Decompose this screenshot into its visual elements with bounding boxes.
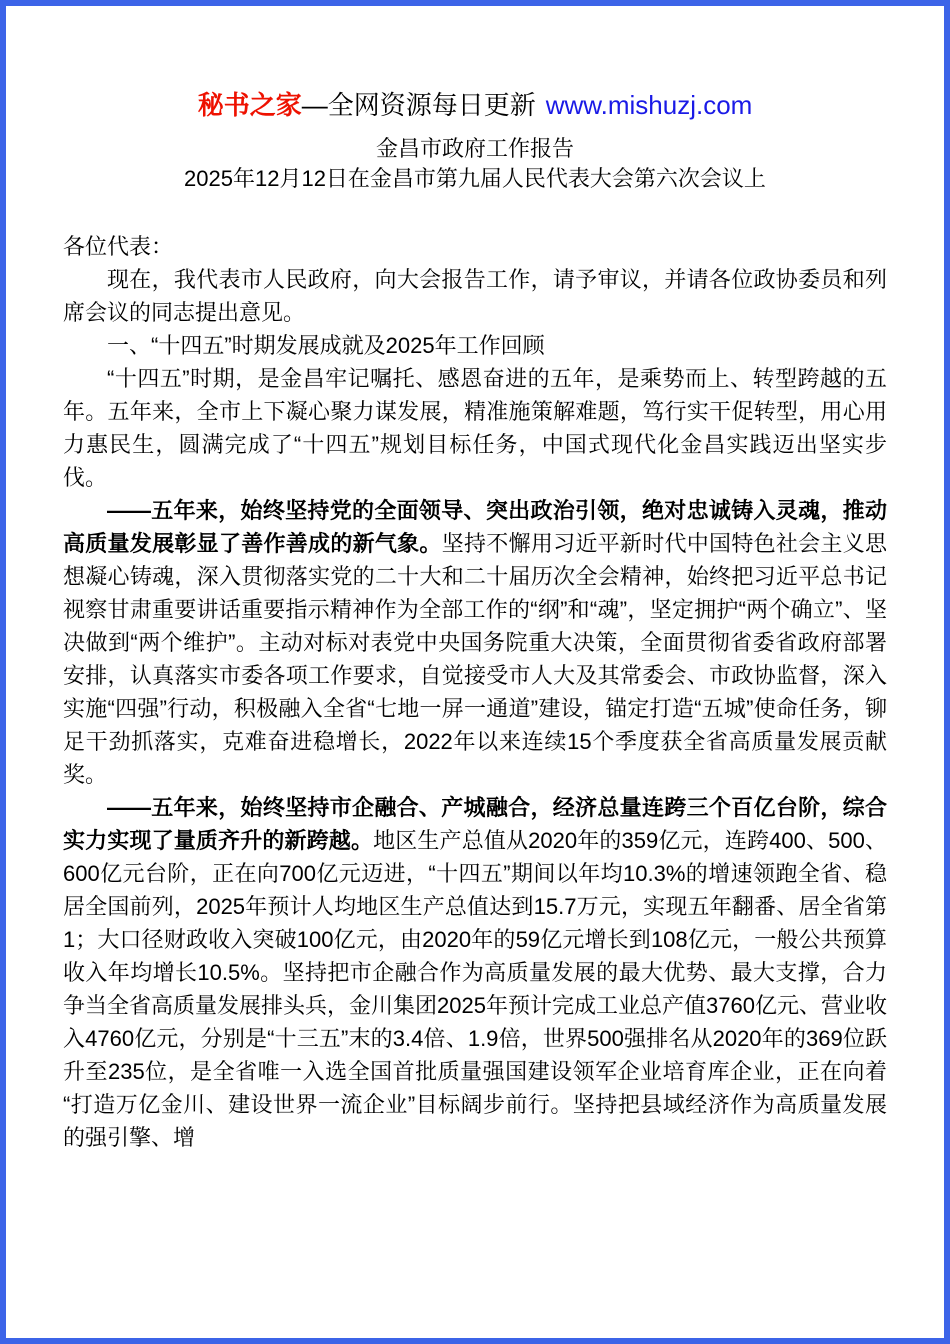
- paragraph-text: “十四五”时期，是金昌牢记嘱托、感恩奋进的五年，是乘势而上、转型跨越的五年。五年来，全市上下凝心聚力谋发展，精准施策解难题，笃行实干促转型，用心用力惠民生，圆满完成了“十四五”规划目标任务，中国式现代化金昌实践迈出坚实步伐。: [63, 366, 887, 490]
- paragraph: [63, 263, 887, 329]
- paragraph-text: 现在，我代表市人民政府，向大会报告工作，请予审议，并请各位政协委员和列席会议的同志提出意见。: [63, 267, 887, 325]
- paragraph-text: 地区生产总值从2020年的359亿元，连跨400、500、600亿元台阶，正在向700亿元迈进，“十四五”期间以年均10.3%的增速领跑全省、稳居全国前列，2025年预计人均地区生产总值达到15.7万元，实现五年翻番、居全省第1；大口径财政收入突破100亿元，由2020年的59亿元增长到108亿元，一般公共预算收入年均增长10.5%。坚持把市企融合作为高质量发展的最大优势、最大支撑，合力争当全省高质量发展排头兵，金川集团2025年预计完成工业总产值3760亿元、营业收入4760亿元，分别是“十三五”末的3.4倍、1.9倍，世界500强排名从2020年的369位跃升至235位，是全省唯一入选全国首批质量强国建设领军企业培育库企业，正在向着“打造万亿金川、建设世界一流企业”目标阔步前行。坚持把县域经济作为高质量发展的强引擎、增: [63, 828, 887, 1150]
- paragraph-text: 坚持不懈用习近平新时代中国特色社会主义思想凝心铸魂，深入贯彻落实党的二十大和二十届历次全会精神，始终把习近平总书记视察甘肃重要讲话重要指示精神作为全部工作的“纲”和“魂”，坚定拥护“两个确立”、坚决做到“两个维护”。主动对标对表党中央国务院重大决策，全面贯彻省委省政府部署安排，认真落实市委各项工作要求，自觉接受市人大及其常委会、市政协监督，深入实施“四强”行动，积极融入全省“七地一屏一通道”建设，锚定打造“五城”使命任务，铆足干劲抓落实，克难奋进稳增长，2022年以来连续15个季度获全省高质量发展贡献奖。: [63, 531, 887, 787]
- site-header: [63, 86, 887, 124]
- paragraph-lead-bold: ——五年来，始终坚持党的全面领导、突出政治引领，绝对忠诚铸入灵魂，推动高质量发展彰显了善作善成的新气象。: [63, 498, 887, 556]
- site-name: 秘书之家: [197, 90, 302, 120]
- site-tagline: —全网资源每日更新: [301, 90, 536, 120]
- paragraph: [63, 494, 887, 791]
- site-url-link[interactable]: www.mishuzj.com: [545, 90, 753, 120]
- paragraph: [63, 791, 887, 1154]
- document-subtitle: 2025年12月12日在金昌市第九届人民代表大会第六次会议上: [184, 166, 766, 191]
- paragraph-text: 一、“十四五”时期发展成就及2025年工作回顾: [107, 333, 545, 358]
- paragraph: [63, 329, 887, 362]
- page-content: [6, 6, 944, 1154]
- paragraph: [63, 362, 887, 494]
- document-title: 金昌市政府工作报告: [375, 136, 574, 161]
- document-body: [63, 230, 887, 1154]
- salutation: 各位代表：: [63, 234, 174, 259]
- paragraph-lead-bold: ——五年来，始终坚持市企融合、产城融合，经济总量连跨三个百亿台阶，综合实力实现了量质齐升的新跨越。: [63, 795, 887, 853]
